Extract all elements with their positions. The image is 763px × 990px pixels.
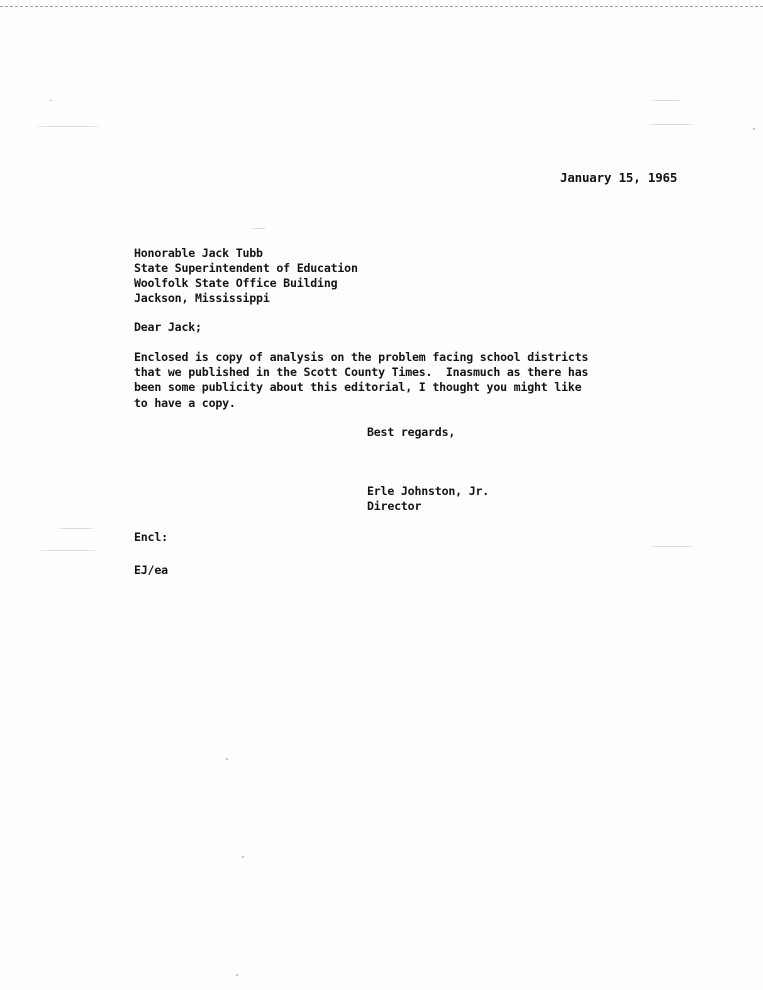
- scan-speck: [58, 528, 94, 529]
- scan-speck: [50, 100, 52, 101]
- letter-date: January 15, 1965: [560, 170, 678, 185]
- recipient-line: Woolfolk State Office Building: [134, 276, 338, 290]
- scan-speck: [252, 228, 266, 229]
- recipient-line: State Superintendent of Education: [134, 261, 358, 275]
- page-top-perforation: [0, 0, 763, 7]
- enclosure-notation: Encl:: [134, 530, 168, 544]
- scan-speck: [40, 550, 96, 551]
- signer-title: Director: [367, 499, 422, 513]
- scan-speck: [242, 856, 244, 858]
- scan-speck: [650, 546, 694, 547]
- scan-speck: [648, 124, 694, 125]
- scan-speck: [236, 974, 238, 976]
- salutation: Dear Jack;: [134, 320, 202, 334]
- recipient-line: Honorable Jack Tubb: [134, 246, 263, 260]
- body-line: to have a copy.: [134, 396, 236, 410]
- body-line: Enclosed is copy of analysis on the problem facing school districts: [134, 350, 589, 364]
- complimentary-close: Best regards,: [367, 425, 456, 439]
- recipient-line: Jackson, Mississippi: [134, 291, 270, 305]
- signer-name: Erle Johnston, Jr.: [367, 484, 490, 498]
- body-line: been some publicity about this editorial, I thought you might like: [134, 380, 582, 394]
- body-line: that we published in the Scott County Times. Inasmuch as there has: [134, 365, 589, 379]
- scan-speck: [226, 758, 228, 760]
- scan-speck: [36, 126, 100, 127]
- reference-initials: EJ/ea: [134, 563, 168, 577]
- scan-speck: [652, 100, 682, 101]
- scan-speck: [753, 128, 755, 130]
